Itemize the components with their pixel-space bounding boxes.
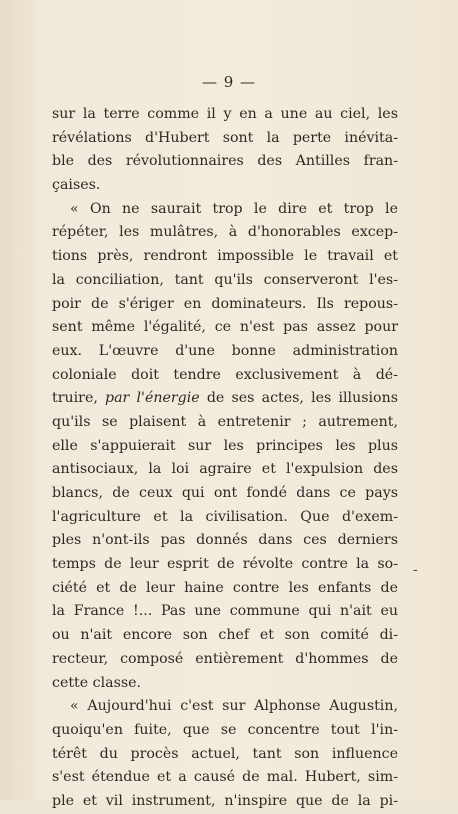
text-line: l'agriculture et la civilisation. Que d'exem- [52,508,398,525]
text-line: s'est étendue et a causé de mal. Hubert, sim- [52,769,398,786]
text-line: « On ne saurait trop le dire et trop le [70,200,398,217]
body-text [52,103,398,814]
text-line: répéter, les mulâtres, à d'honorables excep- [52,224,398,241]
text-line: tions près, rendront impossible le travail et [52,248,398,265]
emphasized-text: par l'énergie [105,390,200,407]
text-line: ble des révolutionnaires des Antilles fran- [52,153,398,170]
text-line: térêt du procès actuel, tant son influence [52,745,398,762]
text-line: eux. L'œuvre d'une bonne administration [52,342,398,359]
text-line: cette classe. [52,674,142,691]
text-line: coloniale doit tendre exclusivement à dé- [52,366,398,383]
text-line: poir de s'ériger en dominateurs. Ils repous- [52,295,398,312]
page-number: — 9 — [201,73,257,91]
text-line: quoiqu'en fuite, que se concentre tout l'in- [52,721,398,738]
text-line: « Aujourd'hui c'est sur Alphonse Augustin, [70,698,398,715]
text-line: la France !... Pas une commune qui n'ait eu [52,603,398,620]
text-line: antisociaux, la loi agraire et l'expulsion des [52,461,398,478]
text-segment: de ses actes, les illusions [199,390,398,407]
text-line: çaises. [52,177,101,194]
text-line: ple et vil instrument, n'inspire que de la pi- [52,792,398,809]
text-segment: truire, [52,390,106,407]
text-line [52,387,398,411]
text-line: ciété et de leur haine contre les enfants de [52,579,398,596]
text-line: ou n'ait encore son chef et son comité di- [52,627,398,644]
text-line: sur la terre comme il y en a une au ciel, les [52,106,398,122]
margin-mark: - [413,562,418,578]
text-line: ples n'ont-ils pas donnés dans ces derniers [52,532,398,549]
text-line: recteur, composé entièrement d'hommes de [52,650,398,667]
text-line: révélations d'Hubert sont la perte inévita- [52,129,398,146]
text-line: temps de leur esprit de révolte contre la so- [52,556,398,573]
text-line: la conciliation, tant qu'ils conserveront l'es- [52,271,398,288]
text-line: blancs, de ceux qui ont fondé dans ce pays [52,485,398,501]
text-line: sent même l'égalité, ce n'est pas assez pour [52,319,398,336]
text-line: qu'ils se plaisent à entretenir ; autrement, [52,413,398,430]
text-line: elle s'appuierait sur les principes les plus [52,437,398,454]
